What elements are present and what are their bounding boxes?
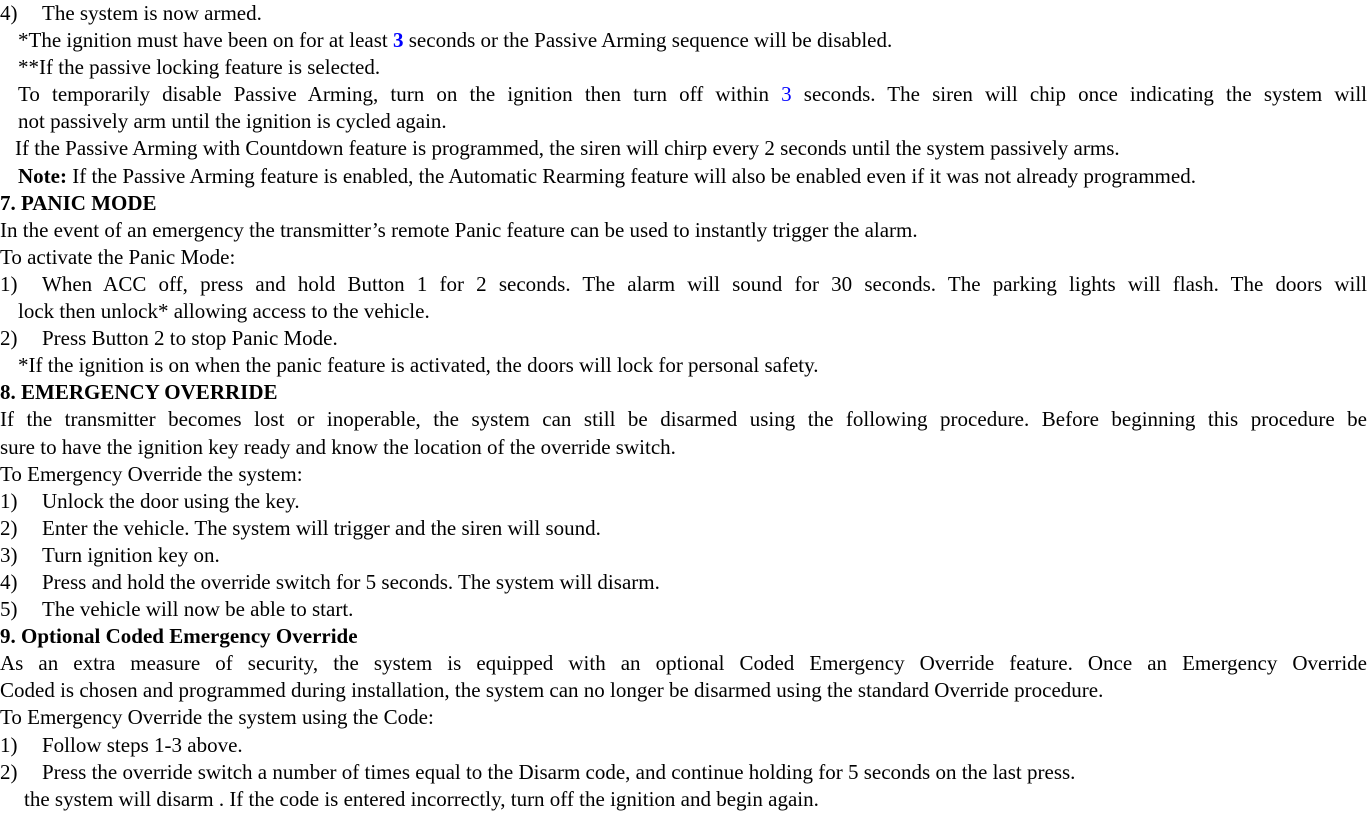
list-number: 5)	[0, 597, 18, 622]
list-text: Press Button 2 to stop Panic Mode.	[42, 326, 338, 351]
paragraph: the system will disarm . If the code is entered incorrectly, turn off the ignition and begin again.	[24, 786, 819, 811]
list-item	[0, 596, 1367, 623]
text: seconds. The siren will chip once indicating the system will	[791, 82, 1367, 107]
list-item	[0, 0, 1367, 27]
list-item	[0, 569, 1367, 596]
list-text: Unlock the door using the key.	[42, 488, 300, 513]
paragraph: If the transmitter becomes lost or inoperable, the system can still be disarmed using the following procedure. Before beginning this procedure be	[0, 407, 1367, 432]
section-heading-coded	[0, 623, 1367, 650]
highlight-number: 3	[393, 28, 404, 53]
list-text: When ACC off, press and hold Button 1 for 2 seconds. The alarm will sound for 30 seconds. The parking lights will flash. The doors will	[42, 271, 1367, 296]
list-text: The vehicle will now be able to start.	[42, 597, 354, 622]
countdown-note: If the Passive Arming with Countdown feature is programmed, the siren will chirp every 2 seconds until the system passively arms.	[15, 136, 1120, 161]
list-item	[0, 325, 1367, 352]
note-label: Note:	[18, 163, 67, 188]
list-item	[0, 488, 1367, 515]
highlight-number: 3	[781, 82, 792, 107]
heading: 8. EMERGENCY OVERRIDE	[0, 380, 278, 405]
list-text: Follow steps 1-3 above.	[42, 732, 243, 757]
text: *The ignition must have been on for at least	[18, 28, 393, 53]
paragraph: As an extra measure of security, the system is equipped with an optional Coded Emergency Override feature. Once an Emergency Override	[0, 651, 1367, 676]
paragraph: To Emergency Override the system using the Code:	[0, 705, 434, 730]
list-number: 1)	[0, 271, 18, 296]
heading: 9. Optional Coded Emergency Override	[0, 624, 358, 649]
list-item	[0, 515, 1367, 542]
list-text: Press and hold the override switch for 5 seconds. The system will disarm.	[42, 569, 660, 594]
list-number: 4)	[0, 569, 18, 594]
text: seconds or the Passive Arming sequence will be disabled.	[403, 28, 893, 53]
list-item	[0, 542, 1367, 569]
section-heading-override	[0, 379, 1367, 406]
disable-note-cont: not passively arm until the ignition is cycled again.	[18, 109, 447, 134]
list-item	[0, 732, 1367, 759]
list-item	[0, 271, 1367, 298]
list-text: Turn ignition key on.	[42, 542, 220, 567]
list-number: 2)	[0, 326, 18, 351]
list-text: Press the override switch a number of times equal to the Disarm code, and continue holding for 5 seconds on the last press.	[42, 759, 1076, 784]
section-heading-panic	[0, 190, 1367, 217]
list-number: 4)	[0, 1, 18, 25]
footnote: *If the ignition is on when the panic feature is activated, the doors will lock for personal safety.	[18, 353, 819, 378]
passive-locking-note: **If the passive locking feature is selected.	[18, 55, 381, 80]
list-text: The system is now armed.	[42, 1, 262, 25]
paragraph: In the event of an emergency the transmitter’s remote Panic feature can be used to instantly trigger the alarm.	[0, 217, 918, 242]
rearming-note	[0, 163, 1367, 190]
ignition-note	[0, 27, 1367, 54]
list-number: 2)	[0, 759, 18, 784]
disable-note	[0, 81, 1367, 108]
list-item	[0, 759, 1367, 786]
list-text: Enter the vehicle. The system will trigger and the siren will sound.	[42, 515, 601, 540]
text: To temporarily disable Passive Arming, turn on the ignition then turn off within	[18, 82, 782, 107]
paragraph: To activate the Panic Mode:	[0, 244, 236, 269]
list-number: 3)	[0, 542, 18, 567]
list-number: 1)	[0, 488, 18, 513]
heading: 7. PANIC MODE	[0, 190, 157, 215]
paragraph-cont: Coded is chosen and programmed during installation, the system can no longer be disarmed using the standard Override procedure.	[0, 678, 1104, 703]
list-text-cont: lock then unlock* allowing access to the vehicle.	[18, 299, 430, 324]
paragraph: To Emergency Override the system:	[0, 461, 303, 486]
list-number: 2)	[0, 515, 18, 540]
list-number: 1)	[0, 732, 18, 757]
text: If the Passive Arming feature is enabled, the Automatic Rearming feature will also be enabled even if it was not already programmed.	[66, 163, 1196, 188]
paragraph-cont: sure to have the ignition key ready and know the location of the override switch.	[0, 434, 676, 459]
